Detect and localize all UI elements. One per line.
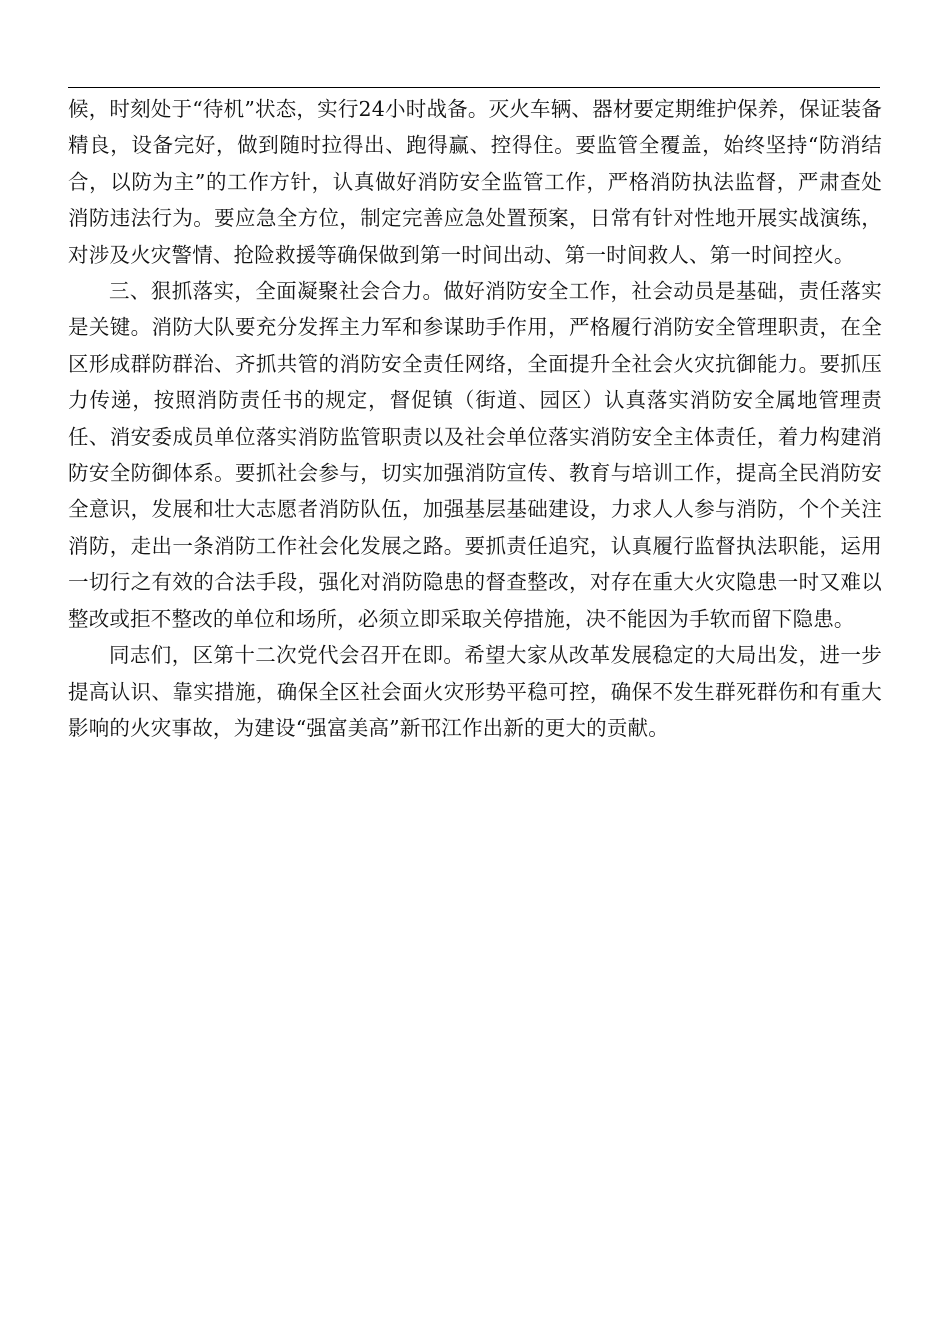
- document-body: [68, 91, 882, 746]
- paragraph-continuation: 候，时刻处于“待机”状态，实行24小时战备。灭火车辆、器材要定期维护保养，保证装备精良，设备完好，做到随时拉得出、跑得赢、控得住。要监管全覆盖，始终坚持“防消结合，以防为主”的工作方针，认真做好消防安全监管工作，严格消防执法监督，严肃查处消防违法行为。要应急全方位，制定完善应急处置预案，日常有针对性地开展实战演练，对涉及火灾警情、抢险救援等确保做到第一时间出动、第一时间救人、第一时间控火。: [68, 97, 882, 267]
- paragraph-closing: 同志们，区第十二次党代会召开在即。希望大家从改革发展稳定的大局出发，进一步提高认识、靠实措施，确保全区社会面火灾形势平稳可控，确保不发生群死群伤和有重大影响的火灾事故，为建设“强富美高”新邗江作出新的更大的贡献。: [68, 643, 882, 740]
- paragraph-section-three: 三、狠抓落实，全面凝聚社会合力。做好消防安全工作，社会动员是基础，责任落实是关键。消防大队要充分发挥主力军和参谋助手作用，严格履行消防安全管理职责，在全区形成群防群治、齐抓共管的消防安全责任网络，全面提升全社会火灾抗御能力。要抓压力传递，按照消防责任书的规定，督促镇（街道、园区）认真落实消防安全属地管理责任、消安委成员单位落实消防监管职责以及社会单位落实消防安全主体责任，着力构建消防安全防御体系。要抓社会参与，切实加强消防宣传、教育与培训工作，提高全民消防安全意识，发展和壮大志愿者消防队伍，加强基层基础建设，力求人人参与消防，个个关注消防，走出一条消防工作社会化发展之路。要抓责任追究，认真履行监督执法职能，运用一切行之有效的合法手段，强化对消防隐患的督查整改，对存在重大火灾隐患一时又难以整改或拒不整改的单位和场所，必须立即采取关停措施，决不能因为手软而留下隐患。: [68, 279, 882, 631]
- header-rule: [68, 87, 880, 88]
